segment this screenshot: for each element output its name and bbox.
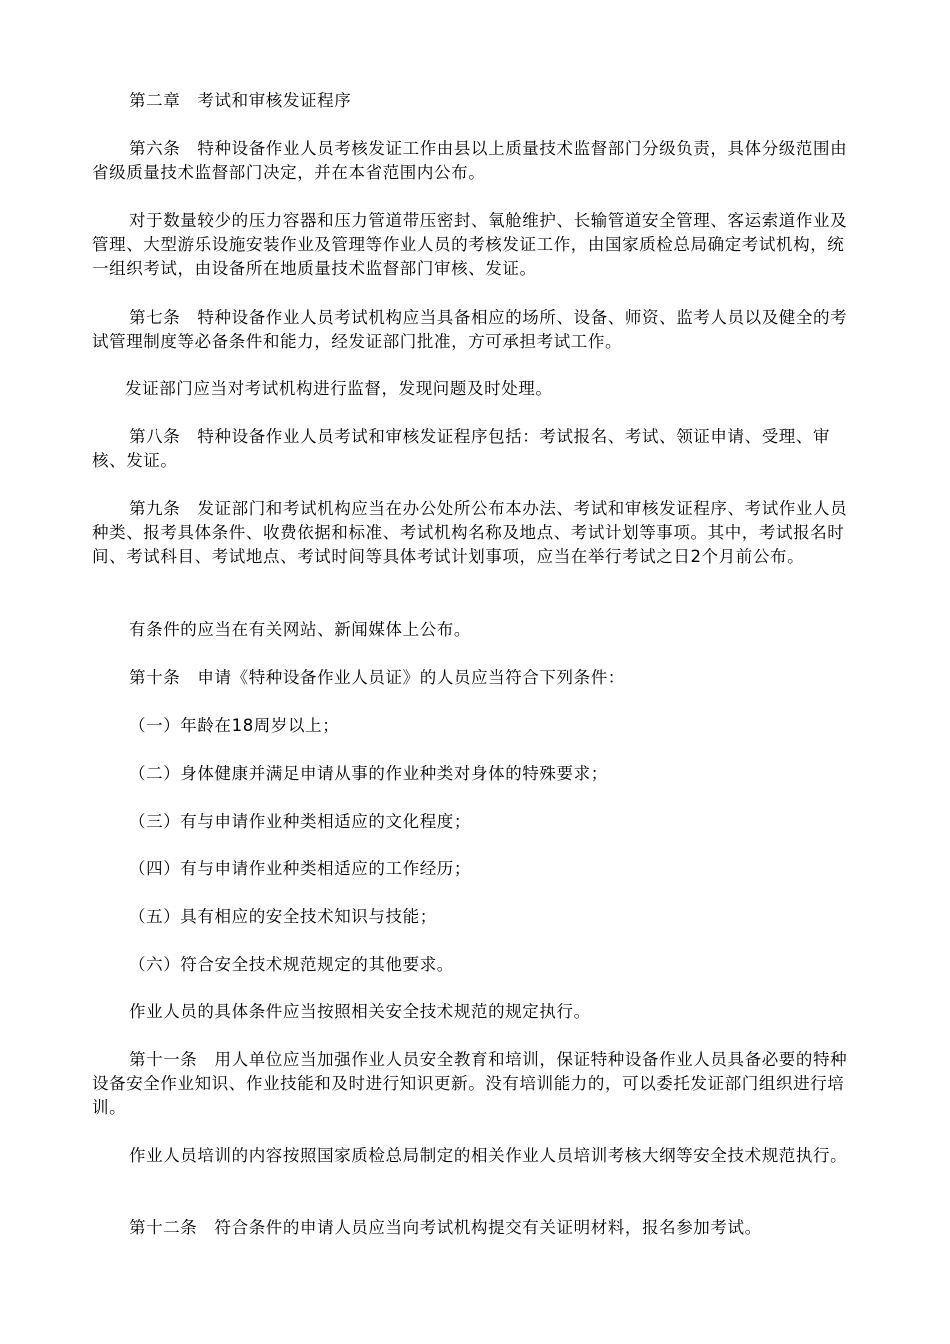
article-9: 第九条 发证部门和考试机构应当在办公处所公布本办法、考试和审核发证程序、考试作业人员种类、报考具体条件、收费依据和标准、考试机构名称及地点、考试计划等事项。其中，考试报名时间、考试科目、考试地点、考试时间等具体考试计划事项，应当在举行考试之日2个月前公布。	[92, 499, 848, 566]
article-11: 第十一条 用人单位应当加强作业人员安全教育和培训，保证特种设备作业人员具备必要的特种设备安全作业知识、作业技能和及时进行知识更新。没有培训能力的，可以委托发证部门组织进行培训。	[92, 1050, 848, 1117]
article-7-paragraph-2: 发证部门应当对考试机构进行监督，发现问题及时处理。	[125, 379, 553, 398]
chapter-heading: 第二章 考试和审核发证程序	[129, 91, 352, 110]
article-9-paragraph-2: 有条件的应当在有关网站、新闻媒体上公布。	[129, 620, 471, 639]
article-6-paragraph-2: 对于数量较少的压力容器和压力管道带压密封、氧舱维护、长输管道安全管理、客运索道作业及管理、大型游乐设施安装作业及管理等作业人员的考核发证工作，由国家质检总局确定考试机构，统一组织考试，由设备所在地质量技术监督部门审核、发证。	[92, 211, 848, 278]
article-8: 第八条 特种设备作业人员考试和审核发证程序包括：考试报名、考试、领证申请、受理、审核、发证。	[92, 427, 831, 470]
condition-item-6: （六）符合安全技术规范规定的其他要求。	[129, 955, 454, 974]
article-11-paragraph-2: 作业人员培训的内容按照国家质检总局制定的相关作业人员培训考核大纲等安全技术规范执行。	[129, 1146, 848, 1165]
condition-item-4: （四）有与申请作业种类相适应的工作经历；	[129, 859, 471, 878]
article-10-paragraph-2: 作业人员的具体条件应当按照相关安全技术规范的规定执行。	[129, 1002, 591, 1021]
article-7: 第七条 特种设备作业人员考试机构应当具备相应的场所、设备、师资、监考人员以及健全的考试管理制度等必备条件和能力，经发证部门批准，方可承担考试工作。	[92, 308, 848, 351]
condition-item-5: （五）具有相应的安全技术知识与技能；	[129, 907, 437, 926]
condition-item-2: （二）身体健康并满足申请从事的作业种类对身体的特殊要求；	[129, 764, 608, 783]
condition-item-1: （一）年龄在18周岁以上；	[129, 716, 340, 735]
condition-item-3: （三）有与申请作业种类相适应的文化程度；	[129, 812, 471, 831]
article-10: 第十条 申请《特种设备作业人员证》的人员应当符合下列条件：	[129, 668, 625, 687]
article-6: 第六条 特种设备作业人员考核发证工作由县以上质量技术监督部门分级负责，具体分级范围由省级质量技术监督部门决定，并在本省范围内公布。	[92, 139, 848, 182]
article-12: 第十二条 符合条件的申请人员应当向考试机构提交有关证明材料，报名参加考试。	[129, 1218, 762, 1237]
